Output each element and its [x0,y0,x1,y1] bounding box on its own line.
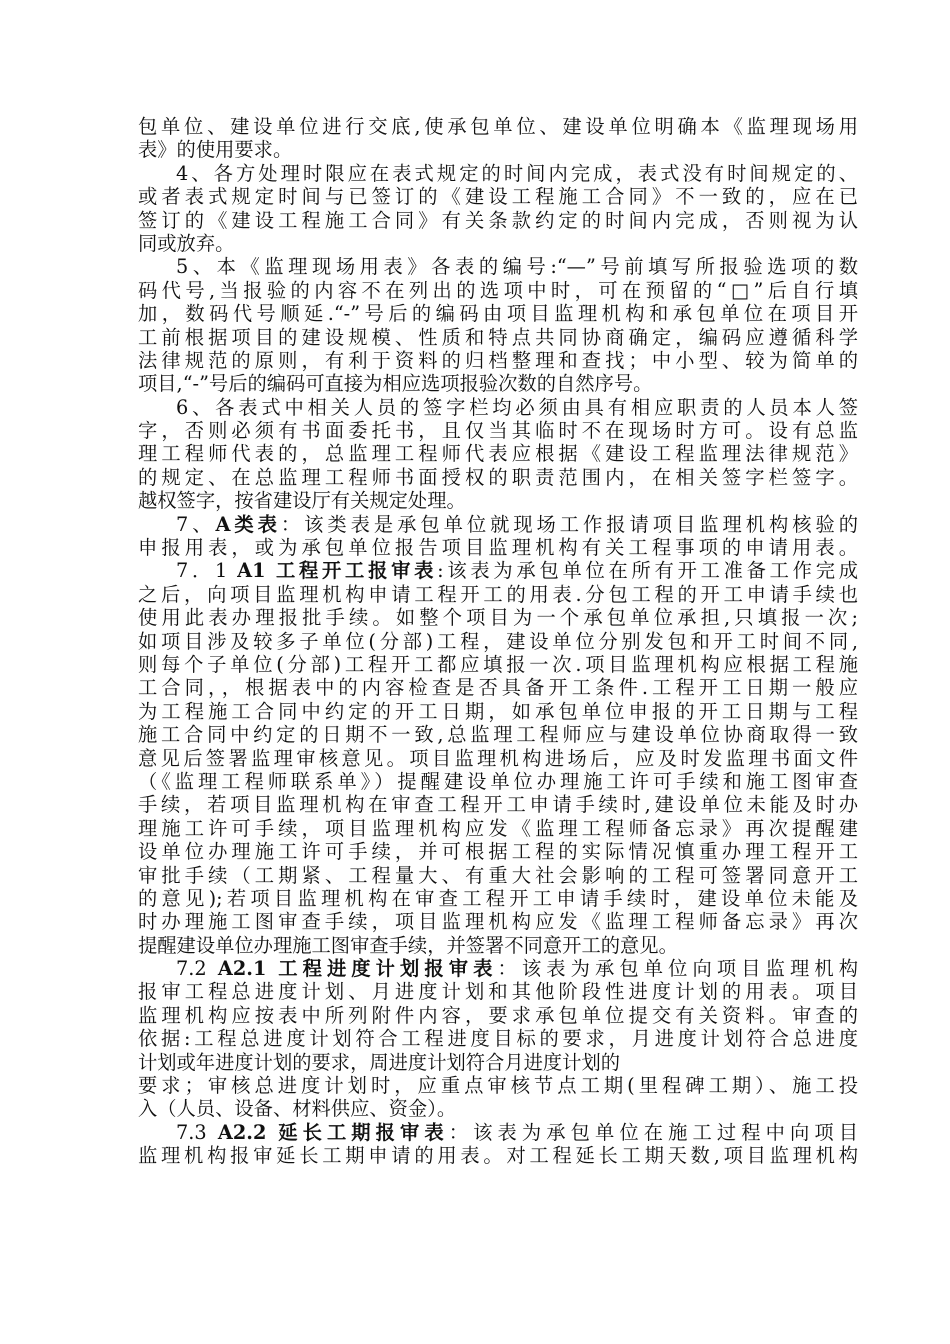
text-line [138,185,858,208]
text-segment: 4、各方处理时限应在表式规定的时间内完成，表式没有时间规定的、 [176,161,858,185]
text-line [138,466,858,489]
text-segment: 审批手续（工期紧、工程量大、有重大社会影响的工程可签署同意开工 [138,863,858,887]
text-segment: 包单位、建设单位进行交底,使承包单位、建设单位明确本《监理现场用 [138,115,858,138]
text-line [138,559,858,582]
text-segment: 则每个子单位(分部)工程开工都应填报一次.项目监理机构应根据工程施 [138,652,858,676]
text-line [138,676,858,699]
text-line [138,1051,858,1074]
text-segment: 加，数码代号顺延.“-”号后的编码由项目监理机构和承包单位在项目开 [138,302,858,326]
text-segment: 使用此表办理报批手续。如整个项目为一个承包单位承担,只填报一次; [138,606,858,630]
text-line [138,723,858,746]
text-segment: 提醒建设单位办理施工图审查手续，并签署不同意开工的意见。 [138,933,678,957]
text-segment: 7.2 [176,957,218,981]
text-line [138,1121,858,1144]
text-segment: 申报用表，或为承包单位报告项目监理机构有关工程事项的申请用表。 [138,536,858,560]
text-line [138,887,858,910]
text-line [138,840,858,863]
text-line [138,302,858,325]
text-line [138,396,858,419]
text-segment: 7．1 [176,559,238,583]
text-line [138,653,858,676]
text-segment: 监理机构报审延长工期申请的用表。对工程延长工期天数,项目监理机构 [138,1144,858,1168]
text-segment: 项目,“-”号后的编码可直接为相应选项报验次数的自然序号。 [138,372,653,396]
text-segment: 时办理施工图审查手续，项目监理机构应发《监理工程师备忘录》再次 [138,910,858,934]
text-segment: :该表为承包单位在所有开工准备工作完成 [437,559,858,583]
text-line [138,372,858,395]
text-line [138,138,858,161]
text-segment: 理工程师代表的，总监理工程师代表应根据《建设工程监理法律规范》 [138,442,858,466]
bold-heading: A类表 [215,512,281,536]
text-line [138,209,858,232]
text-segment: 设单位办理施工许可手续，并可根据工程的实际情况慎重办理工程开工 [138,840,858,864]
text-line [138,1074,858,1097]
text-line [138,980,858,1003]
text-segment: 码代号,当报验的内容不在列出的选项中时，可在预留的“□”后自行填 [138,278,858,302]
text-segment: 入（人员、设备、材料供应、资金）。 [138,1097,457,1121]
text-segment: 为工程施工合同中约定的开工日期，如承包单位申报的开工日期与工程 [138,699,858,723]
text-line [138,326,858,349]
text-line [138,419,858,442]
text-line [138,864,858,887]
text-segment: 要求；审核总进度计划时，应重点审核节点工期(里程碑工期）、施工投 [138,1074,858,1098]
text-segment: 工合同，，根据表中的内容检查是否具备开工条件.工程开工日期一般应 [138,676,858,700]
text-segment: 手续，若项目监理机构在审查工程开工申请手续时,建设单位未能及时办 [138,793,858,817]
text-line [138,793,858,816]
document-body [138,115,858,1168]
text-line [138,442,858,465]
text-line [138,583,858,606]
text-segment: ：该表为承包单位向项目监理机构 [497,957,858,981]
text-segment: 意见后签署监理审核意见。项目监理机构进场后，应及时发监理书面文件 [138,746,858,770]
text-segment: 7.3 [176,1120,218,1144]
text-segment: 的规定、在总监理工程师书面授权的职责范围内，在相关签字栏签字。 [138,465,858,489]
text-segment: 工前根据项目的建设规模、性质和特点共同协商确定，编码应遵循科学 [138,325,858,349]
text-line [138,349,858,372]
text-segment: 表》的使用要求。 [138,138,293,162]
text-segment: 5、本《监理现场用表》各表的编号:“—”号前填写所报验选项的数 [176,255,858,279]
text-segment: 字，否则必须有书面委托书，且仅当其临时不在现场时方可。设有总监 [138,419,858,443]
text-line [138,817,858,840]
text-line [138,255,858,278]
text-segment: 监理机构应按表中所列附件内容，要求承包单位提交有关资料。审查的 [138,1003,858,1027]
text-line [138,279,858,302]
text-line [138,1027,858,1050]
text-segment: 依据:工程总进度计划符合工程进度目标的要求，月进度计划符合总进度 [138,1027,858,1051]
text-line [138,513,858,536]
text-segment: ：该表为承包单位在施工过程中向项目 [448,1120,858,1144]
text-segment: （《监理工程师联系单》）提醒建设单位办理施工许可手续和施工图审查 [138,769,858,793]
text-segment: 理施工许可手续，项目监理机构应发《监理工程师备忘录》再次提醒建 [138,816,858,840]
text-line [138,630,858,653]
text-segment: 越权签字，按省建设厅有关规定处理。 [138,489,466,513]
text-line [138,489,858,512]
text-segment: 计划或年进度计划的要求，周进度计划符合月进度计划的 [138,1050,621,1074]
text-segment: 6、各表式中相关人员的签字栏均必须由具有相应职责的人员本人签 [176,395,858,419]
text-line [138,232,858,255]
text-line [138,162,858,185]
text-segment: 如项目涉及较多子单位(分部)工程，建设单位分别发包和开工时间不同, [138,629,858,653]
text-line [138,1144,858,1167]
text-segment: 同或放弃。 [138,231,235,255]
text-segment: 施工合同中约定的日期不一致,总监理工程师应与建设单位协商取得一致 [138,723,858,747]
text-line [138,910,858,933]
text-segment: 7、 [176,512,216,536]
text-segment: 报审工程总进度计划、月进度计划和其他阶段性进度计划的用表。项目 [138,980,858,1004]
text-line [138,1004,858,1027]
text-line [138,1097,858,1120]
text-line [138,700,858,723]
text-line [138,770,858,793]
text-segment: 法律规范的原则，有利于资料的归档整理和查找；中小型、较为简单的 [138,348,858,372]
text-segment: ：该类表是承包单位就现场工作报请项目监理机构核验的 [280,512,858,536]
text-line [138,934,858,957]
text-line [138,115,858,138]
text-line [138,536,858,559]
text-segment: 的意见);若项目监理机构在审查工程开工申请手续时，建设单位未能及 [138,886,858,910]
text-segment: 之后，向项目监理机构申请工程开工的用表.分包工程的开工申请手续也 [138,582,858,606]
bold-heading: A2.1 工程进度计划报审表 [217,957,498,981]
text-segment: 签订的《建设工程施工合同》有关条款约定的时间内完成，否则视为认 [138,208,858,232]
text-segment: 或者表式规定时间与已签订的《建设工程施工合同》不一致的，应在已 [138,185,858,209]
text-line [138,747,858,770]
bold-heading: A1 工程开工报审表 [237,559,438,583]
text-line [138,957,858,980]
text-line [138,606,858,629]
bold-heading: A2.2 延长工期报审表 [217,1120,449,1144]
